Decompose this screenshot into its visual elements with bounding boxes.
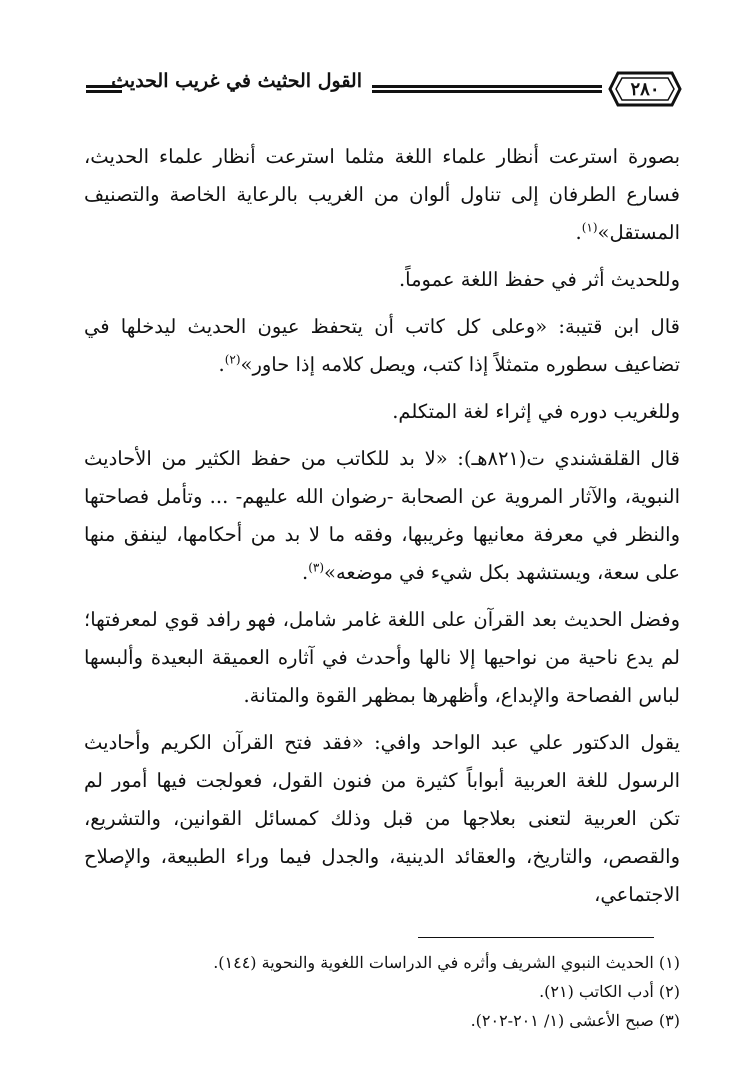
footnotes (84, 948, 680, 1035)
footnote-ref: (٣) (308, 560, 325, 575)
page-number-badge (608, 70, 682, 108)
paragraph (84, 393, 680, 431)
footnote-separator (418, 937, 654, 938)
paragraph (84, 138, 680, 252)
paragraph-text: وللغريب دوره في إثراء لغة المتكلم. (392, 400, 680, 423)
paragraph-text: وفضل الحديث بعد القرآن على اللغة غامر شامل، فهو رافد قوي لمعرفتها؛ لم يدع ناحية من نواحيها إلا نالها وأحدث في آثاره العميقة البعيدة وألبسها لباس الفصاحة والإبداع، وأظهرها بمظهر القوة والمتانة. (84, 608, 680, 707)
paragraph (84, 724, 680, 914)
footnote: (١) الحديث النبوي الشريف وأثره في الدراسات اللغوية والنحوية (١٤٤). (213, 953, 680, 972)
paragraph-tail: . (575, 221, 582, 244)
footnote: (٣) صبح الأعشى (١/ ٢٠١-٢٠٢). (470, 1011, 680, 1030)
paragraph (84, 601, 680, 715)
paragraph-tail: . (302, 561, 309, 584)
paragraph-text: قال القلقشندي ت(٨٢١هـ): «لا بد للكاتب من حفظ الكثير من الأحاديث النبوية، والآثار المروية عن الصحابة -رضوان الله عليهم- ... وتأمل فصاحتها والنظر في معرفة معانيها وغريبها، وفقه ما لا بد من أحكامها، لينفق منها على سعة، ويستشهد بكل شيء في موضعه» (84, 447, 680, 584)
paragraph (84, 308, 680, 384)
paragraph (84, 440, 680, 592)
footnote-ref: (٢) (224, 352, 241, 367)
paragraph-tail: . (218, 353, 225, 376)
header-rule (372, 85, 602, 93)
paragraph-text: يقول الدكتور علي عبد الواحد وافي: «فقد فتح القرآن الكريم وأحاديث الرسول للغة العربية أبواباً كثيرة من فنون القول، فعولجت فيها أمور لم تكن العربية لتعنى بعلاجها من قبل وذلك كمسائل القوانين، والتشريع، والقصص، والتاريخ، والعقائد الدينية، والجدل فيما وراء الطبيعة، والإصلاح الاجتماعي، (84, 731, 680, 906)
main-text (84, 138, 680, 923)
footnote: (٢) أدب الكاتب (٢١). (539, 982, 680, 1001)
page-number: ٢٨٠ (630, 79, 660, 100)
page-header (86, 62, 682, 118)
paragraph-text: قال ابن قتيبة: «وعلى كل كاتب أن يتحفظ عيون الحديث ليدخلها في تضاعيف سطوره متمثلاً إذا كتب، ويصل كلامه إذا حاور» (84, 315, 680, 376)
footnote-ref: (١) (581, 220, 598, 235)
paragraph-text: بصورة استرعت أنظار علماء اللغة مثلما استرعت أنظار علماء الحديث، فسارع الطرفان إلى تناول ألوان من الغريب بالرعاية الخاصة والتصنيف المستقل» (84, 145, 680, 244)
paragraph-text: وللحديث أثر في حفظ اللغة عموماً. (398, 268, 680, 291)
running-title: القول الحثيث في غريب الحديث (111, 70, 362, 92)
paragraph (84, 261, 680, 299)
